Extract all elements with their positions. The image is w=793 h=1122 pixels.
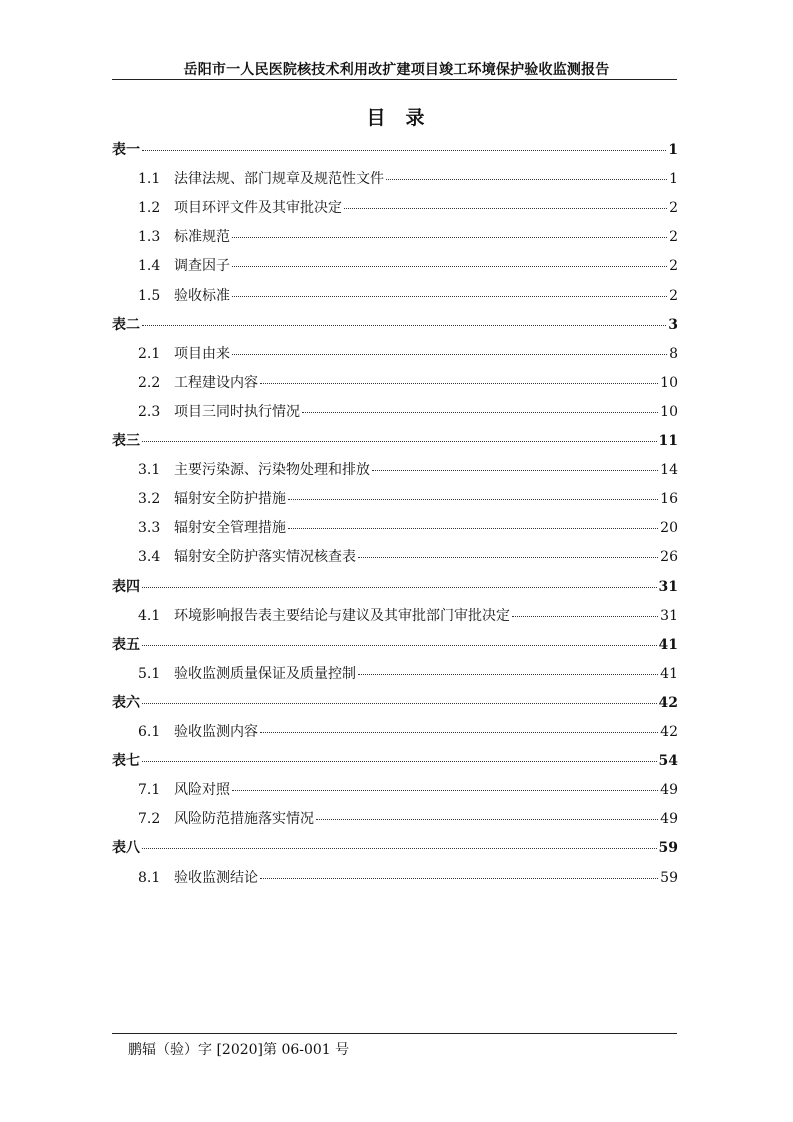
toc-entry-page-number: 31: [658, 578, 678, 595]
toc-dot-leader: [288, 528, 658, 529]
toc-dot-leader: [142, 645, 657, 646]
toc-entry-label: 表七: [112, 753, 140, 770]
toc-entry-label: 主要污染源、污染物处理和排放: [174, 462, 370, 479]
toc-entry-page-number: 16: [660, 491, 678, 508]
toc-entry-label: 项目由来: [174, 345, 230, 362]
toc-dot-leader: [142, 587, 657, 588]
toc-subsection-entry[interactable]: [138, 868, 678, 888]
toc-entry-number: 8.1: [138, 869, 161, 886]
toc-entry-label: 环境影响报告表主要结论与建议及其审批部门审批决定: [174, 607, 510, 624]
toc-entry-label: 风险对照: [174, 782, 230, 799]
toc-dot-leader: [142, 325, 666, 326]
toc-entry-page-number: 11: [658, 433, 678, 449]
toc-subsection-entry[interactable]: [138, 722, 678, 742]
toc-subsection-entry[interactable]: [138, 489, 678, 509]
toc-entry-page-number: 49: [660, 811, 678, 828]
toc-dot-leader: [372, 470, 658, 471]
toc-entry-page-number: 3: [668, 316, 678, 333]
toc-entry-number: 1.2: [138, 200, 161, 217]
toc-subsection-entry[interactable]: [138, 809, 678, 829]
toc-entry-page-number: 59: [658, 840, 678, 857]
toc-entry-number: 5.1: [138, 665, 161, 682]
toc-dot-leader: [142, 703, 657, 704]
toc-subsection-entry[interactable]: [138, 286, 678, 306]
toc-entry-label: 项目环评文件及其审批决定: [174, 200, 342, 217]
toc-dot-leader: [358, 557, 658, 558]
toc-entry-page-number: 8: [669, 345, 678, 362]
toc-dot-leader: [142, 150, 666, 151]
toc-dot-leader: [232, 790, 658, 791]
report-header-title: 岳阳市一人民医院核技术利用改扩建项目竣工环境保护验收监测报告: [183, 62, 610, 78]
toc-dot-leader: [142, 848, 657, 849]
document-number: 鹏辐（验）字 [2020]第 06-001 号: [128, 1042, 350, 1058]
toc-entry-page-number: 2: [669, 229, 678, 246]
toc-dot-leader: [232, 296, 667, 297]
toc-subsection-entry[interactable]: [138, 547, 678, 567]
toc-subsection-entry[interactable]: [138, 373, 678, 393]
toc-dot-leader: [232, 237, 667, 238]
toc-dot-leader: [358, 674, 658, 675]
toc-section-entry[interactable]: [112, 693, 678, 713]
toc-entry-label: 标准规范: [174, 229, 230, 246]
toc-entry-number: 3.2: [138, 491, 161, 508]
footer-divider: [112, 1033, 677, 1034]
toc-entry-number: 1.4: [138, 258, 161, 275]
toc-entry-page-number: 1: [669, 171, 678, 188]
toc-entry-label: 风险防范措施落实情况: [174, 811, 314, 828]
toc-entry-page-number: 10: [660, 374, 678, 391]
toc-entry-label: 表一: [112, 142, 140, 158]
toc-entry-page-number: 1: [668, 142, 678, 158]
toc-dot-leader: [302, 412, 658, 413]
toc-entry-number: 1.5: [138, 287, 161, 304]
toc-entry-label: 工程建设内容: [174, 374, 258, 391]
toc-entry-page-number: 31: [660, 607, 678, 624]
toc-entry-page-number: 49: [660, 782, 678, 799]
toc-dot-leader: [232, 354, 667, 355]
toc-entry-label: 表八: [112, 840, 140, 857]
toc-entry-page-number: 20: [660, 520, 678, 537]
toc-entry-number: 3.4: [138, 549, 161, 566]
toc-dot-leader: [316, 819, 658, 820]
toc-entry-page-number: 2: [669, 200, 678, 217]
toc-entry-number: 3.1: [138, 462, 161, 479]
toc-entry-label: 验收监测内容: [174, 724, 258, 740]
toc-entry-page-number: 2: [669, 258, 678, 275]
toc-entry-label: 验收标准: [174, 287, 230, 304]
toc-dot-leader: [344, 208, 667, 209]
toc-subsection-entry[interactable]: [138, 344, 678, 364]
toc-entry-label: 表四: [112, 578, 140, 595]
toc-entry-label: 项目三同时执行情况: [174, 403, 300, 420]
toc-entry-label: 表二: [112, 316, 140, 333]
toc-entry-label: 表五: [112, 636, 140, 653]
toc-entry-number: 7.1: [138, 782, 161, 799]
toc-entry-label: 辐射安全防护措施: [174, 491, 286, 508]
toc-subsection-entry[interactable]: [138, 460, 678, 480]
toc-subsection-entry[interactable]: [138, 780, 678, 800]
toc-entry-label: 验收监测质量保证及质量控制: [174, 665, 356, 682]
toc-entry-page-number: 41: [658, 636, 678, 653]
toc-section-entry[interactable]: [112, 635, 678, 655]
toc-dot-leader: [142, 761, 657, 762]
toc-subsection-entry[interactable]: [138, 664, 678, 684]
toc-dot-leader: [260, 732, 658, 733]
toc-entry-number: 2.3: [138, 403, 161, 420]
toc-section-entry[interactable]: [112, 577, 678, 597]
toc-entry-number: 1.3: [138, 229, 161, 246]
toc-subsection-entry[interactable]: [138, 198, 678, 218]
toc-dot-leader: [386, 179, 667, 180]
toc-entry-number: 3.3: [138, 520, 161, 537]
toc-entry-number: 1.1: [138, 171, 161, 188]
toc-section-entry[interactable]: [112, 431, 678, 451]
toc-entry-page-number: 26: [660, 549, 678, 566]
toc-entry-label: 表六: [112, 694, 140, 711]
toc-entry-number: 7.2: [138, 811, 161, 828]
toc-entry-page-number: 2: [669, 287, 678, 304]
toc-subsection-entry[interactable]: [138, 256, 678, 276]
toc-section-entry[interactable]: [112, 140, 678, 160]
toc-subsection-entry[interactable]: [138, 606, 678, 626]
toc-dot-leader: [260, 383, 658, 384]
toc-entry-number: 6.1: [138, 724, 161, 740]
toc-entry-label: 辐射安全管理措施: [174, 520, 286, 537]
toc-section-entry[interactable]: [112, 315, 678, 335]
toc-entry-page-number: 54: [658, 753, 678, 770]
toc-entry-number: 2.1: [138, 345, 161, 362]
toc-dot-leader: [232, 266, 667, 267]
toc-entry-number: 4.1: [138, 607, 161, 624]
toc-subsection-entry[interactable]: [138, 518, 678, 538]
toc-dot-leader: [260, 878, 658, 879]
toc-entry-label: 法律法规、部门规章及规范性文件: [174, 171, 384, 188]
toc-entry-page-number: 42: [658, 694, 678, 711]
toc-section-entry[interactable]: [112, 838, 678, 858]
toc-subsection-entry[interactable]: [138, 227, 678, 247]
toc-heading-char-2: 录: [405, 107, 427, 129]
toc-entry-label: 验收监测结论: [174, 869, 258, 886]
toc-entry-page-number: 41: [660, 665, 678, 682]
toc-subsection-entry[interactable]: [138, 169, 678, 189]
toc-entry-label: 辐射安全防护落实情况核查表: [174, 549, 356, 566]
toc-entry-label: 表三: [112, 433, 140, 449]
toc-entry-page-number: 59: [660, 869, 678, 886]
toc-dot-leader: [288, 499, 658, 500]
toc-entry-page-number: 42: [660, 724, 678, 740]
toc-entry-number: 2.2: [138, 374, 161, 391]
toc-section-entry[interactable]: [112, 751, 678, 771]
toc-entry-page-number: 10: [660, 403, 678, 420]
toc-entry-label: 调查因子: [174, 258, 230, 275]
toc-dot-leader: [512, 616, 658, 617]
toc-heading-char-1: 目: [366, 107, 388, 129]
toc-entry-page-number: 14: [660, 462, 678, 479]
toc-dot-leader: [142, 441, 657, 442]
toc-subsection-entry[interactable]: [138, 402, 678, 422]
